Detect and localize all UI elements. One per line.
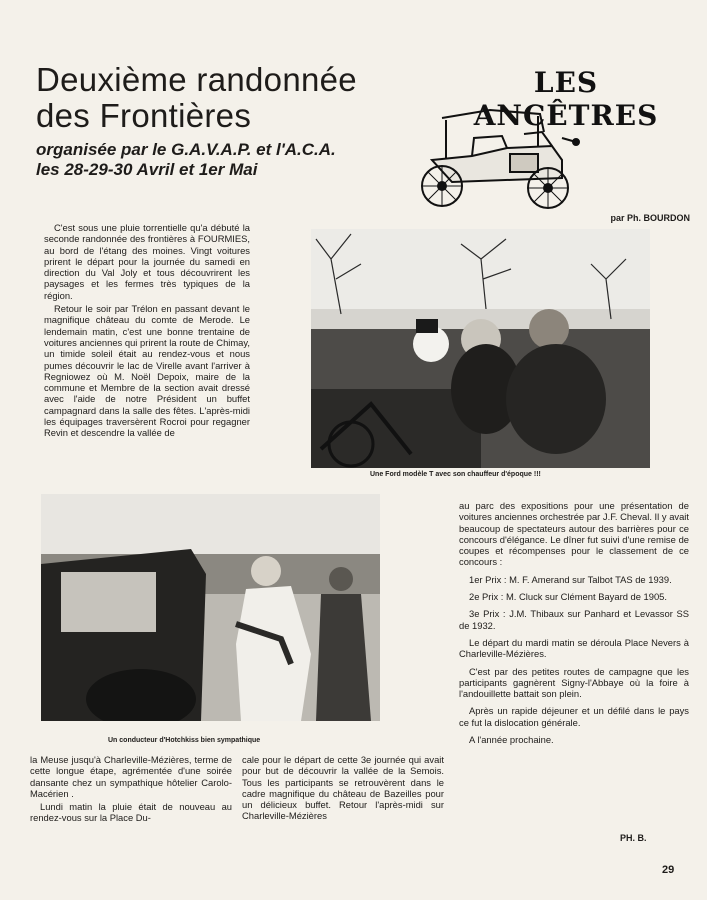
prize-2: 2e Prix : M. Cluck sur Clément Bayard de 1905. (469, 591, 668, 603)
col3-paragraph-4: Après un rapide déjeuner et un défilé dans le pays ce fut la dislocation générale. (459, 705, 689, 728)
title-line-2: des Frontières (36, 97, 252, 134)
bottom2-paragraph-1: cale pour le départ de cette 3e journée qui avait pour but de découvrir la vallée de la Semois. Tous les participants se retrouvèrent dans le cadre magnifique du château de Bazeilles pour un délicieux buffet. Retour l'après-midi sur Charleville-Mézières (242, 754, 444, 822)
title-line-1: Deuxième randonnée (36, 61, 357, 98)
bottom1-paragraph-2: Lundi matin la pluie était de nouveau au rendez-vous sur la Place Du- (30, 801, 232, 824)
ford-model-t-photo (311, 229, 650, 468)
col3-paragraph-2: Le départ du mardi matin se déroula Place Nevers à Charleville-Mézières. (459, 636, 689, 660)
col1-paragraph-2: Retour le soir par Trélon en passant devant le magnifique château du comte de Merode. Le lendemain matin, c'est une bonne trentaine de voitures anciennes qui prirent la route de Chimay, un timide soleil était au rendez-vous et nous pumes découvrir le lac de Virelle avant l'arriver à Regniowez où M. Noël Depoix, maire de la commune et Membre de la section avait dressé avec l'aide de notre Président un buffet campagnard dans la salle des fêtes. L'après-midi les équipages traversèrent Rocroi pour regagner Revin et descendre la vallée de (44, 303, 250, 439)
bottom1-paragraph-1: la Meuse jusqu'à Charleville-Mézières, terme de cette longue étape, agrémentée d'une soirée dansante chez un sympathique hôtelier Carolo-Macérien . (30, 754, 232, 799)
subtitle-line-2: les 28-29-30 Avril et 1er Mai (36, 160, 258, 179)
ford-caption: Une Ford modèle T avec son chauffeur d'époque !!! (370, 471, 541, 478)
col3-paragraph-3: C'est par des petites routes de campagne que les participants gagnèrent Signy-l'Abbaye où la foire à l'andouillette battait son plein. (459, 665, 689, 700)
hotchkiss-caption: Un conducteur d'Hotchkiss bien sympathique (108, 737, 261, 744)
subtitle-line-1: organisée par le G.A.V.A.P. et l'A.C.A. (36, 140, 336, 159)
hotchkiss-photo (41, 494, 380, 721)
antique-car-illustration (412, 98, 582, 213)
byline-name: BOURDON (643, 213, 690, 223)
col3-paragraph-5: A l'année prochaine. (469, 734, 554, 746)
page-number: 29 (662, 864, 675, 876)
column-bottom-1 (30, 754, 232, 826)
prize-1: 1er Prix : M. F. Amerand sur Talbot TAS de 1939. (469, 573, 672, 585)
column-1 (44, 222, 250, 441)
col3-paragraph-1: au parc des expositions pour une présentation de voitures anciennes orchestrée par J.F. Cheval. Il y avait beaucoup de spectateurs autour des barrières pour ce concours d'élégance. Le dîner fut suivi d'une remise de coupes et récompenses pour le classement de ce concours : (459, 500, 689, 568)
byline-prefix: par Ph. (610, 213, 641, 223)
column-bottom-2 (242, 754, 444, 824)
column-3 (459, 500, 689, 747)
prize-3: 3e Prix : J.M. Thibaux sur Panhard et Levassor SS de 1932. (459, 608, 689, 631)
byline (550, 213, 690, 223)
article-subtitle (36, 140, 426, 180)
article-title (36, 62, 426, 134)
col1-paragraph-1: C'est sous une pluie torrentielle qu'a débuté la seconde randonnée des frontières à FOURMIES, au bord de l'étang des moines. Vingt voitures prirent le départ pour la journée du samedi en direction du Val Joly et tous découvrirent les paysages et les fermes très typiques de la région. (44, 222, 250, 301)
section-banner: LES ANCÊTRES (473, 66, 659, 132)
signature: PH. B. (620, 833, 647, 843)
